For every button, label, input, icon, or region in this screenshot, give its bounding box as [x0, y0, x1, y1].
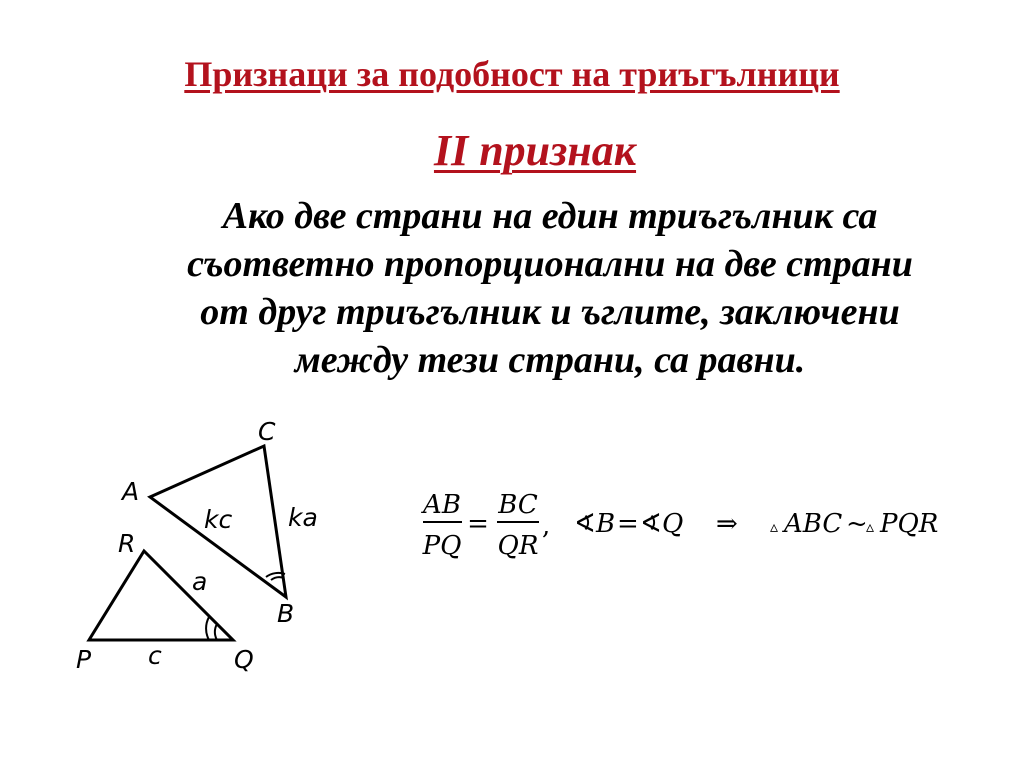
angle-q-letter: Q [662, 509, 684, 539]
similar-sign: ~ [846, 509, 868, 539]
vertex-b-label: B [277, 599, 295, 628]
triangle-pqr-symbol: ▵ [866, 517, 875, 536]
side-pq-label: c [148, 641, 162, 670]
statement-line-1: Ако две страни на един триъгълник са [222, 195, 878, 237]
statement-line-4: между тези страни, са равни. [294, 339, 806, 381]
side-rq-label: a [192, 567, 208, 596]
statement-line-2: съответно пропорционални на две страни [187, 243, 913, 285]
triangle-pqr-name: PQR [880, 509, 939, 539]
vertex-q-label: Q [234, 645, 254, 674]
angle-q-arc-inner [215, 624, 217, 640]
similarity-formula [421, 490, 938, 561]
equals-sign: = [467, 509, 489, 539]
triangle-abc [120, 417, 318, 628]
fraction-1-numerator: AB [423, 490, 461, 520]
vertex-p-label: P [76, 645, 92, 674]
angle-b-symbol: ∢ [574, 509, 596, 539]
side-ab-label: kc [204, 505, 233, 534]
vertex-c-label: C [258, 417, 276, 446]
angle-q-symbol: ∢ [640, 509, 662, 539]
triangle-abc-symbol: ▵ [770, 517, 779, 536]
triangle-pqr-outline [89, 551, 233, 640]
fraction-2-denominator: QR [497, 531, 539, 561]
slide-subtitle-text: II признак [433, 126, 637, 175]
side-bc-label: ka [288, 503, 318, 532]
vertex-a-label: A [122, 477, 140, 506]
angle-b-letter: B [596, 509, 616, 539]
statement-line-3: от друг триъгълник и ъглите, заключени [200, 291, 900, 333]
vertex-r-label: R [118, 529, 136, 558]
fraction-1-denominator: PQ [422, 531, 462, 561]
implies-arrow: ⇒ [716, 509, 738, 539]
angle-q-arc-outer [206, 617, 209, 640]
triangle-pqr [76, 529, 254, 674]
formula-comma: , [542, 511, 551, 541]
fraction-2-numerator: BC [498, 490, 538, 520]
triangle-abc-name: ABC [784, 509, 843, 539]
angle-equals-sign: = [617, 509, 639, 539]
slide-title-text: Признаци за подобност на триъгълници [184, 54, 840, 94]
